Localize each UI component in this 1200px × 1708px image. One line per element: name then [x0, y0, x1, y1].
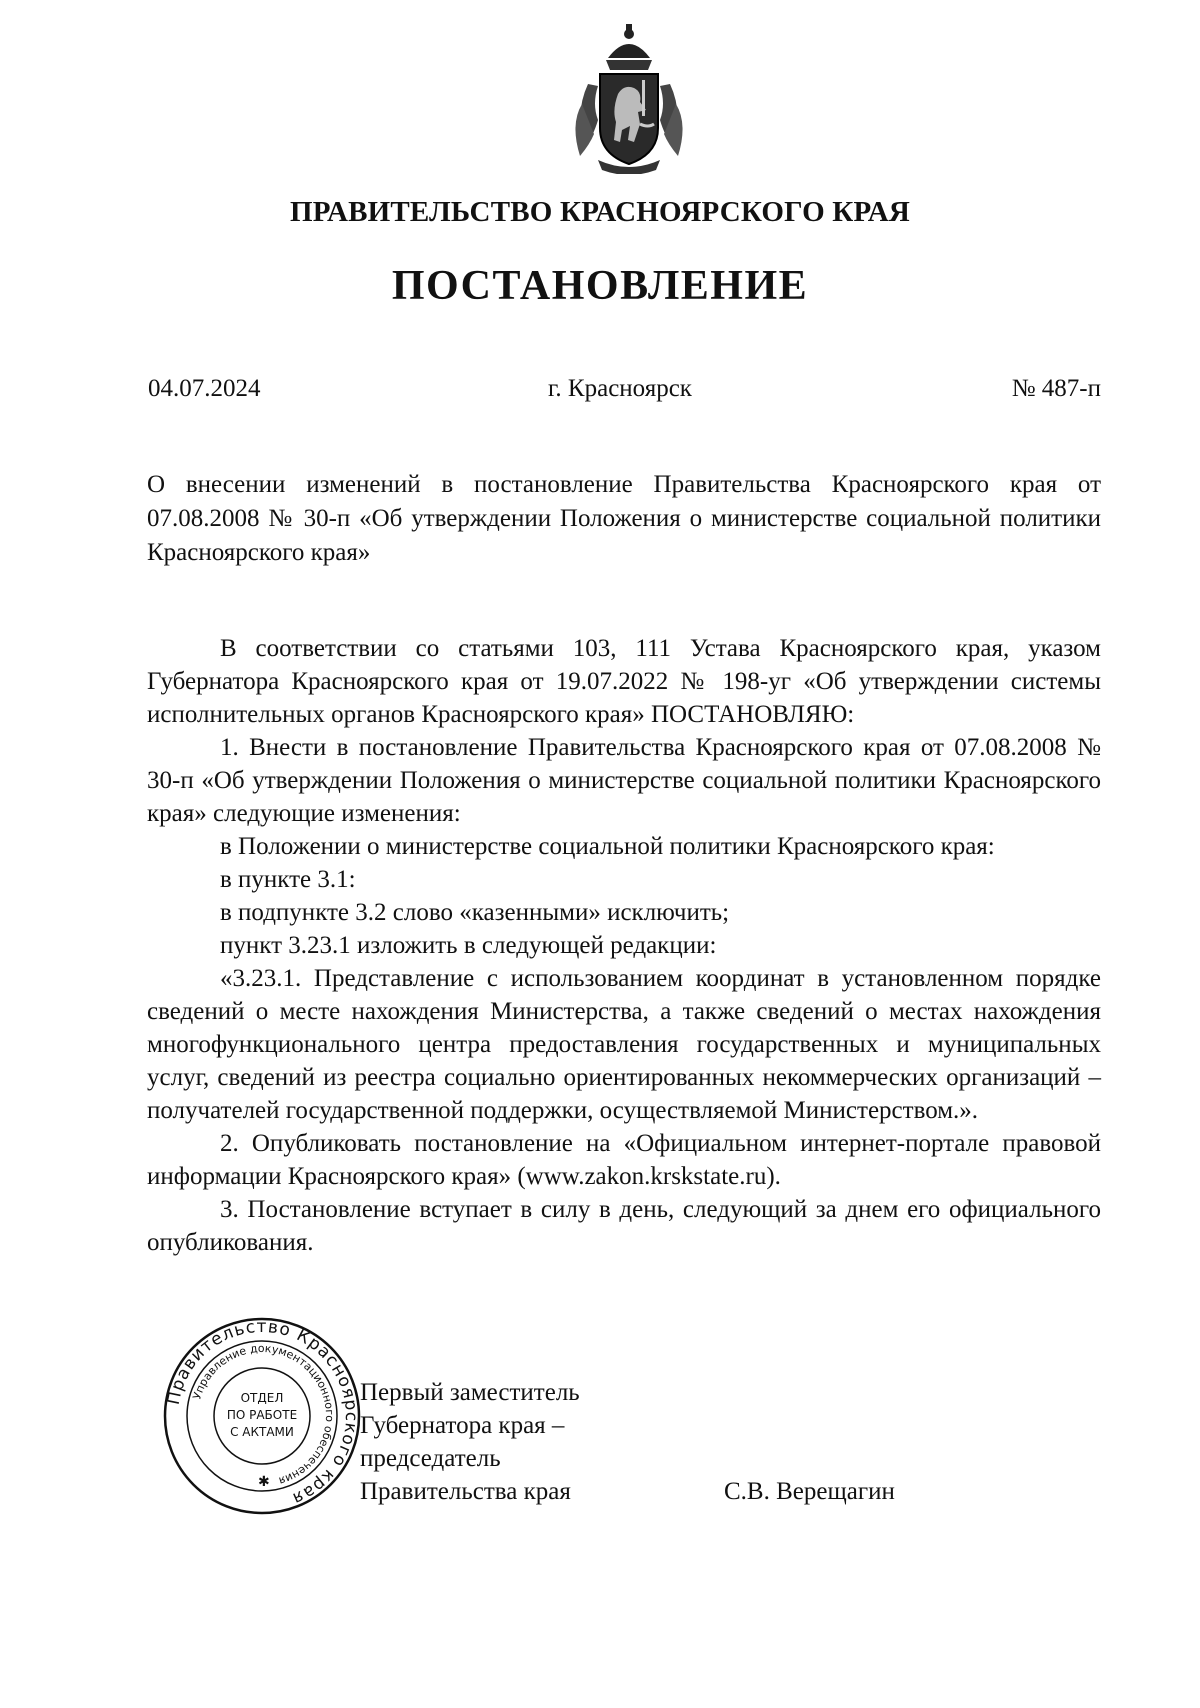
svg-text:✱: ✱: [258, 1474, 270, 1490]
item-2-paragraph: 2. Опубликовать постановление на «Официальном интернет-портале правовой информации Красноярского края» (www.zakon.krskstate.ru).: [147, 1130, 1101, 1190]
document-number: № 487-п: [1011, 375, 1101, 402]
amendment-paragraph: в подпункте 3.2 слово «казенными» исключить;: [220, 899, 730, 926]
amendment-paragraph: пункт 3.23.1 изложить в следующей редакции:: [220, 932, 717, 959]
signer-name: С.В. Верещагин: [724, 1478, 895, 1505]
signer-position-line: Первый заместитель: [360, 1379, 580, 1406]
coat-of-arms-icon: [568, 24, 690, 174]
amendment-paragraph: в Положении о министерстве социальной политики Красноярского края:: [220, 833, 995, 860]
stamp-center-line: ОТДЕЛ: [240, 1391, 284, 1405]
stamp-center-line: ПО РАБОТЕ: [226, 1408, 298, 1422]
quoted-clause-paragraph: «3.23.1. Представление с использованием координат в установленном порядке сведений о месте нахождения Министерства, а также сведений о местах нахождения многофункционального центра предоставления государственных и муниципальных услуг, сведений из реестра социально ориентированных некоммерческих организаций – получателей государственной поддержки, осуществляемой Министерством.».: [147, 965, 1101, 1124]
amendment-paragraph: в пункте 3.1:: [220, 866, 356, 893]
document-city: г. Красноярск: [548, 375, 692, 402]
government-title: ПРАВИТЕЛЬСТВО КРАСНОЯРСКОГО КРАЯ: [289, 196, 911, 228]
item-1-paragraph: 1. Внести в постановление Правительства Красноярского края от 07.08.2008 № 30-п «Об утверждении Положения о министерстве социальной политики Красноярского края» следующие изменения:: [147, 734, 1101, 827]
document-date: 04.07.2024: [148, 375, 261, 402]
signer-position-line: Правительства края: [360, 1478, 571, 1505]
document-type-title: ПОСТАНОВЛЕНИЕ: [391, 263, 809, 309]
document-subject: О внесении изменений в постановление Правительства Красноярского края от 07.08.2008 № 30-п «Об утверждении Положения о министерстве социальной политики Красноярского края»: [147, 471, 1101, 566]
stamp-middle-text: Управление документационного обеспечения: [190, 1341, 337, 1488]
round-seal-icon: [162, 1316, 362, 1516]
signer-position-line: председатель: [360, 1445, 501, 1472]
signer-position-line: Губернатора края –: [360, 1412, 565, 1439]
document-body: [147, 632, 1101, 1259]
preamble-paragraph: В соответствии со статьями 103, 111 Устава Красноярского края, указом Губернатора Красноярского края от 19.07.2022 № 198-уг «Об утверждении системы исполнительных органов Красноярского края» ПОСТАНОВЛЯЮ:: [147, 635, 1101, 728]
signer-position: [360, 1376, 620, 1508]
item-3-paragraph: 3. Постановление вступает в силу в день, следующий за днем его официального опубликования.: [147, 1196, 1101, 1256]
stamp-outer-text: Правительство Красноярского края: [163, 1316, 362, 1509]
stamp-center-line: С АКТАМИ: [230, 1425, 294, 1439]
